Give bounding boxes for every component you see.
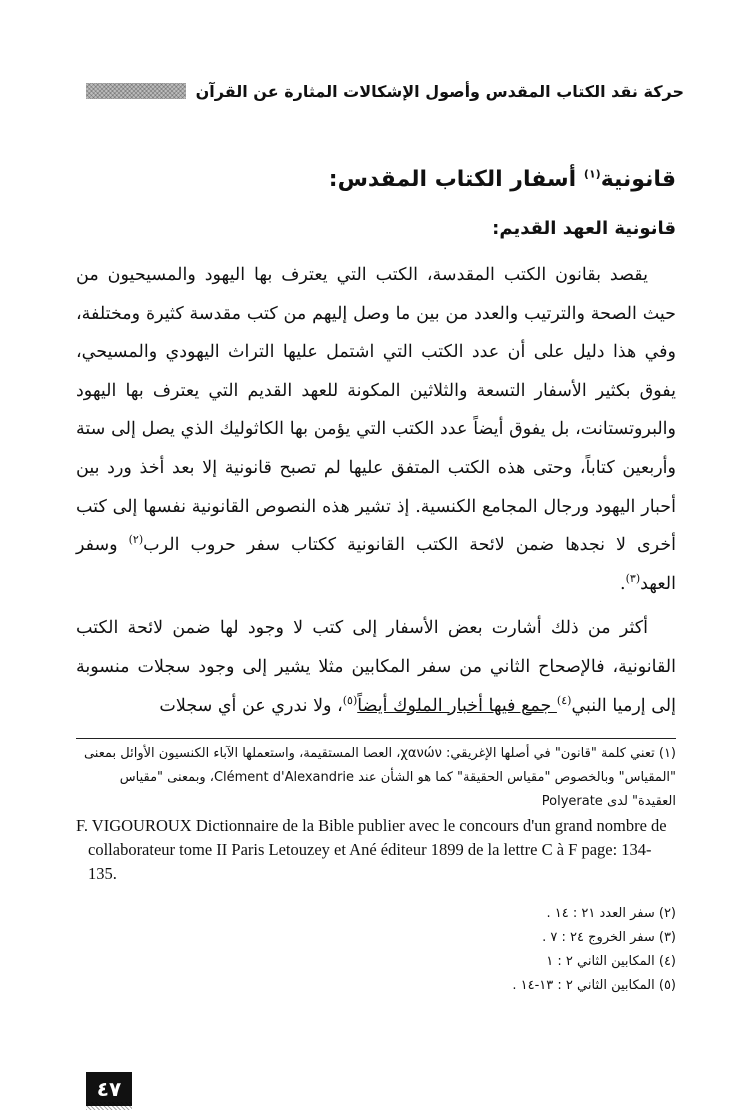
header-decorative-bar [86, 83, 186, 99]
page-number-decoration [86, 1102, 132, 1110]
footnote-4: (٤) المكابين الثاني ٢ : ١ [546, 954, 676, 969]
footnote-ref-2: (٢) [128, 533, 144, 547]
footnote-2: (٢) سفر العدد ٢١ : ١٤ . [546, 906, 676, 921]
paragraph-2-end: ، ولا ندري عن أي سجلات [159, 695, 343, 716]
section-title [76, 160, 676, 200]
section-title-main: قانونية [600, 167, 676, 192]
footnote-5: (٥) المكابين الثاني ٢ : ١٣-١٤ . [512, 978, 676, 993]
footnote-separator [76, 738, 676, 739]
footnote-ref-1: (١) [583, 167, 601, 181]
paragraph-1 [76, 256, 676, 603]
running-header-title: حركة نقد الكتاب المقدس وأصول الإشكالات المثارة عن القرآن [195, 81, 684, 101]
paragraph-1-end: . [620, 573, 626, 594]
paragraph-1-mid: وسفر العهد [76, 535, 676, 594]
section-title-rest: أسفار الكتاب المقدس: [328, 167, 577, 192]
subheading: قانونية العهد القديم: [492, 218, 676, 239]
paragraph-2-text: أكثر من ذلك أشارت بعض الأسفار إلى كتب لا وجود لها ضمن لائحة الكتب القانونية، فالإصحاح الثاني من سفر المكابين مثلا يشير إلى وجود سجلات منسوبة إلى إرميا النبي [76, 618, 676, 716]
footnotes [76, 742, 676, 998]
footnote-ref-4: (٤) [556, 693, 572, 707]
running-header [86, 76, 684, 106]
footnote-ref-3: (٣) [625, 571, 641, 585]
main-content [76, 160, 676, 729]
paragraph-2-underlined: جمع فيها أخبار الملوك أيضاً [357, 695, 557, 716]
footnote-1-arabic: (١) تعني كلمة "قانون" في أصلها الإغريقي: χανών، العصا المستقيمة، واستعملها الآباء الكنسيون الأوائل بمعنى "المقياس" وبالخصوص "مقياس الحقيقة" كما هو الشأن عند Clément d'Alexandrie، وبمعنى "مقياس العقيدة" لدى Polyerate [83, 746, 676, 809]
paragraph-2 [76, 609, 676, 725]
footnote-ref-5: (٥) [342, 693, 358, 707]
page-number: ٤٧ [86, 1072, 132, 1106]
footnote-1-reference: F. VIGOUROUX Dictionnaire de la Bible publier avec le concours d'un grand nombre de collaborateur tome II Paris Letouzey et Ané éditeur 1899 de la lettre C à F page: 134-135. [76, 816, 667, 883]
footnote-list [76, 902, 676, 998]
paragraph-1-text: يقصد بقانون الكتب المقدسة، الكتب التي يعترف بها اليهود والمسيحيون من حيث الصحة والترتيب والعدد من بين ما وصل إليهم من كتب مقدسة كثيرة ومختلفة، وفي هذا دليل على أن عدد الكتب التي اشتمل عليها التراث اليهودي والمسيحي، يفوق بكثير الأسفار التسعة والثلاثين المكونة للعهد القديم التي يعترف بها اليهود والبروتستانت، بل يفوق أيضاً عدد الكتب التي يؤمن بها الكاثوليك الذي يصل إلى ستة وأربعين كتاباً، وحتى هذه الكتب المتفق عليها لم تصبح قانونية إلا بعد أخذ ورد بين أحبار اليهود ورجال المجامع الكنسية. إذ تشير هذه النصوص القانونية نفسها إلى كتب أخرى لا نجدها ضمن لائحة الكتب القانونية ككتاب سفر حروب الرب [76, 265, 676, 556]
footnote-3: (٣) سفر الخروج ٢٤ : ٧ . [542, 930, 676, 945]
